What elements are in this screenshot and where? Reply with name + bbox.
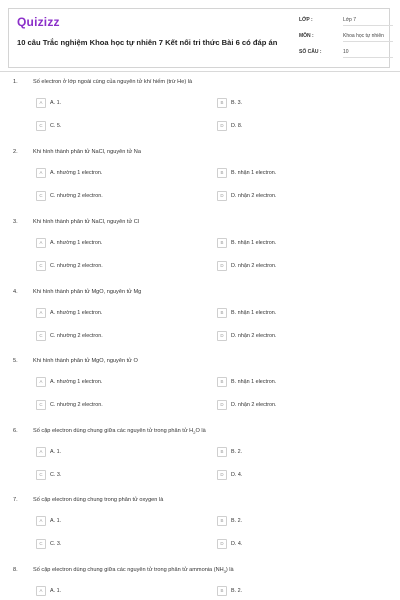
option-text: A. 1. [50, 588, 62, 594]
answer-option-b[interactable] [217, 377, 276, 387]
worksheet-title: 10 câu Trắc nghiệm Khoa học tự nhiên 7 Kết nối tri thức Bài 6 có đáp án [17, 38, 278, 47]
answer-option-b[interactable] [217, 516, 242, 526]
answer-option-a[interactable] [36, 377, 102, 387]
answer-option-a[interactable] [36, 238, 102, 248]
answer-option-d[interactable] [217, 261, 277, 271]
option-checkbox[interactable]: A [36, 168, 46, 178]
option-checkbox[interactable]: B [217, 377, 227, 387]
option-text: B. nhận 1 electron. [231, 240, 277, 246]
answer-option-b[interactable] [217, 98, 242, 108]
option-text: D. 8. [231, 123, 243, 129]
answer-option-c[interactable] [36, 400, 103, 410]
option-checkbox[interactable]: B [217, 168, 227, 178]
option-text: B. nhận 1 electron. [231, 170, 277, 176]
answer-option-b[interactable] [217, 586, 242, 596]
question-text: Số electron ở lớp ngoài cùng của nguyên tử khí hiếm (trừ He) là [33, 79, 193, 85]
question-text: Khi hình thành phân tử NaCl, nguyên tử Cl [33, 219, 140, 225]
question-number: 8. [13, 567, 18, 573]
answer-option-c[interactable] [36, 331, 103, 341]
option-checkbox[interactable]: B [217, 308, 227, 318]
option-checkbox[interactable]: C [36, 470, 46, 480]
option-text: A. nhường 1 electron. [50, 170, 103, 176]
option-checkbox[interactable]: D [217, 191, 227, 201]
option-text: D. nhận 2 electron. [231, 193, 277, 199]
option-text: B. nhận 1 electron. [231, 379, 277, 385]
answer-option-a[interactable] [36, 308, 102, 318]
question-text: Khi hình thành phân tử MgO, nguyên tử O [33, 358, 138, 364]
option-checkbox[interactable]: D [217, 261, 227, 271]
answer-option-d[interactable] [217, 331, 277, 341]
question-text [33, 567, 234, 574]
option-checkbox[interactable]: C [36, 191, 46, 201]
option-text: A. 1. [50, 518, 62, 524]
option-text: B. 2. [231, 518, 243, 524]
option-checkbox[interactable]: B [217, 238, 227, 248]
answer-option-c[interactable] [36, 539, 61, 549]
option-text: B. nhận 1 electron. [231, 310, 277, 316]
answer-option-d[interactable] [217, 539, 242, 549]
question-text: Khi hình thành phân tử MgO, nguyên tử Mg [33, 289, 142, 295]
option-text: D. 4. [231, 541, 243, 547]
worksheet-header [8, 8, 390, 68]
question-count-value: 10 [343, 49, 393, 58]
option-checkbox[interactable]: D [217, 400, 227, 410]
option-text: A. 1. [50, 449, 62, 455]
question-text: Số cặp electron dùng chung trong phân tử oxygen là [33, 497, 164, 503]
answer-option-b[interactable] [217, 447, 242, 457]
option-text: C. nhường 2 electron. [50, 402, 103, 408]
option-text: C. 3. [50, 472, 62, 478]
option-checkbox[interactable]: D [217, 470, 227, 480]
question-number: 4. [13, 289, 18, 295]
option-checkbox[interactable]: A [36, 377, 46, 387]
answer-option-c[interactable] [36, 470, 61, 480]
question-text-start: Số cặp electron dùng chung giữa các nguyên tử trong phân tử ammonia (NH [33, 567, 224, 573]
quizizz-logo: Quizizz [17, 15, 60, 29]
question-number: 2. [13, 149, 18, 155]
answer-option-b[interactable] [217, 168, 276, 178]
answer-option-a[interactable] [36, 447, 61, 457]
option-text: B. 3. [231, 100, 243, 106]
answer-option-c[interactable] [36, 261, 103, 271]
option-checkbox[interactable]: C [36, 539, 46, 549]
question-number: 1. [13, 79, 18, 85]
answer-option-c[interactable] [36, 191, 103, 201]
answer-option-b[interactable] [217, 238, 276, 248]
question-number: 7. [13, 497, 18, 503]
answer-option-a[interactable] [36, 168, 102, 178]
option-checkbox[interactable]: A [36, 98, 46, 108]
option-checkbox[interactable]: B [217, 586, 227, 596]
answer-option-d[interactable] [217, 191, 277, 201]
option-checkbox[interactable]: C [36, 261, 46, 271]
option-checkbox[interactable]: B [217, 447, 227, 457]
option-text: D. nhận 2 electron. [231, 333, 277, 339]
option-text: A. nhường 1 electron. [50, 310, 103, 316]
option-checkbox[interactable]: A [36, 586, 46, 596]
option-checkbox[interactable]: C [36, 400, 46, 410]
option-text: D. nhận 2 electron. [231, 402, 277, 408]
question-text-end: ) là [225, 567, 234, 573]
option-text: A. nhường 1 electron. [50, 240, 103, 246]
option-checkbox[interactable]: B [217, 516, 227, 526]
option-checkbox[interactable]: B [217, 98, 227, 108]
option-text: C. 5. [50, 123, 62, 129]
option-text: C. nhường 2 electron. [50, 193, 103, 199]
option-checkbox[interactable]: A [36, 447, 46, 457]
answer-option-d[interactable] [217, 400, 277, 410]
option-text: D. nhận 2 electron. [231, 263, 277, 269]
option-text: C. nhường 2 electron. [50, 263, 103, 269]
option-text: B. 2. [231, 588, 243, 594]
answer-option-b[interactable] [217, 308, 276, 318]
answer-option-a[interactable] [36, 586, 61, 596]
option-text: D. 4. [231, 472, 243, 478]
answer-option-d[interactable] [217, 470, 242, 480]
question-text-start: Số cặp electron dùng chung giữa các nguyên tử trong phân tử H [33, 428, 194, 434]
question-text: Khi hình thành phân tử NaCl, nguyên tử Na [33, 149, 141, 155]
subject-label: MÔN : [299, 33, 314, 39]
option-text: C. nhường 2 electron. [50, 333, 103, 339]
question-number: 5. [13, 358, 18, 364]
option-checkbox[interactable]: A [36, 238, 46, 248]
class-label: LỚP : [299, 17, 313, 23]
option-text: C. 3. [50, 541, 62, 547]
header-divider [0, 71, 400, 72]
class-value: Lớp 7 [343, 17, 393, 26]
option-text: A. 1. [50, 100, 62, 106]
subject-value: Khoa học tự nhiên [343, 33, 393, 42]
option-checkbox[interactable]: C [36, 331, 46, 341]
answer-option-c[interactable] [36, 121, 61, 131]
answer-option-a[interactable] [36, 98, 61, 108]
option-text: B. 2. [231, 449, 243, 455]
formula-subscript: 3 [223, 569, 226, 575]
formula-subscript: 2 [193, 430, 196, 436]
option-checkbox[interactable]: A [36, 516, 46, 526]
option-text: A. nhường 1 electron. [50, 379, 103, 385]
question-number: 3. [13, 219, 18, 225]
option-checkbox[interactable]: A [36, 308, 46, 318]
option-checkbox[interactable]: D [217, 331, 227, 341]
question-text [33, 428, 206, 435]
option-checkbox[interactable]: D [217, 539, 227, 549]
answer-option-a[interactable] [36, 516, 61, 526]
question-text-end: O là [195, 428, 206, 434]
option-checkbox[interactable]: D [217, 121, 227, 131]
question-count-label: SỐ CÂU : [299, 49, 322, 55]
question-number: 6. [13, 428, 18, 434]
option-checkbox[interactable]: C [36, 121, 46, 131]
answer-option-d[interactable] [217, 121, 242, 131]
